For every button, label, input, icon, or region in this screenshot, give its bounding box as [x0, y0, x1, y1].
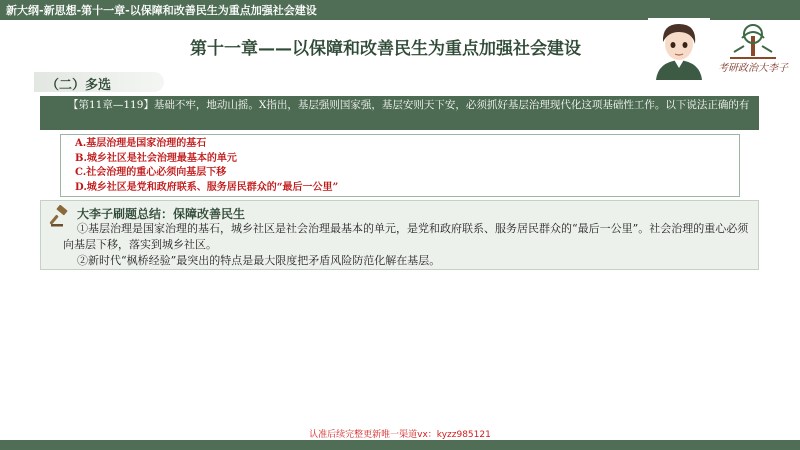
- brand-logo: [712, 22, 794, 78]
- bottom-bar: [0, 440, 800, 450]
- section-tab: [34, 72, 164, 92]
- option-c: C.社会治理的重心必须向基层下移: [75, 167, 227, 178]
- question-box: [40, 96, 759, 130]
- summary-line-1: ①基层治理是国家治理的基石，城乡社区是社会治理最基本的单元，是党和政府联系、服务居民群众的“最后一公里”。社会治理的重心必须向基层下移，落实到城乡社区。: [63, 222, 749, 251]
- summary-line-2: ②新时代“枫桥经验”最突出的特点是最大限度把矛盾风险防范化解在基层。: [77, 254, 441, 267]
- summary-box: [40, 200, 759, 270]
- section-label: （二）多选: [46, 78, 112, 93]
- options-box: [60, 134, 740, 197]
- option-b: B.城乡社区是社会治理最基本的单元: [75, 152, 237, 164]
- logo-text: 考研政治大李子: [718, 63, 788, 74]
- teacher-avatar: [648, 18, 710, 80]
- summary-title: 大李子刷题总结：保障改善民生: [77, 207, 246, 221]
- breadcrumb: 新大纲-新思想-第十一章-以保障和改善民生为重点加强社会建设: [6, 4, 317, 17]
- tree-logo-icon: [712, 22, 794, 62]
- top-bar: [0, 0, 800, 20]
- chapter-title: 第十一章——以保障和改善民生为重点加强社会建设: [190, 39, 581, 59]
- question-text: 基础不牢，地动山摇。X指出，基层强则国家强，基层安则天下安，必须抓好基层治理现代化这项基础性工作。以下说法正确的有: [153, 99, 750, 111]
- option-a: A.基层治理是国家治理的基石: [75, 138, 207, 149]
- summary-body: [63, 221, 753, 269]
- footer-notice: 认准后续完整更新唯一渠道vx：kyzz985121: [309, 430, 491, 440]
- question-number: 【第11章—119】: [68, 99, 154, 111]
- option-d: D.城乡社区是党和政府联系、服务居民群众的“最后一公里”: [75, 181, 339, 193]
